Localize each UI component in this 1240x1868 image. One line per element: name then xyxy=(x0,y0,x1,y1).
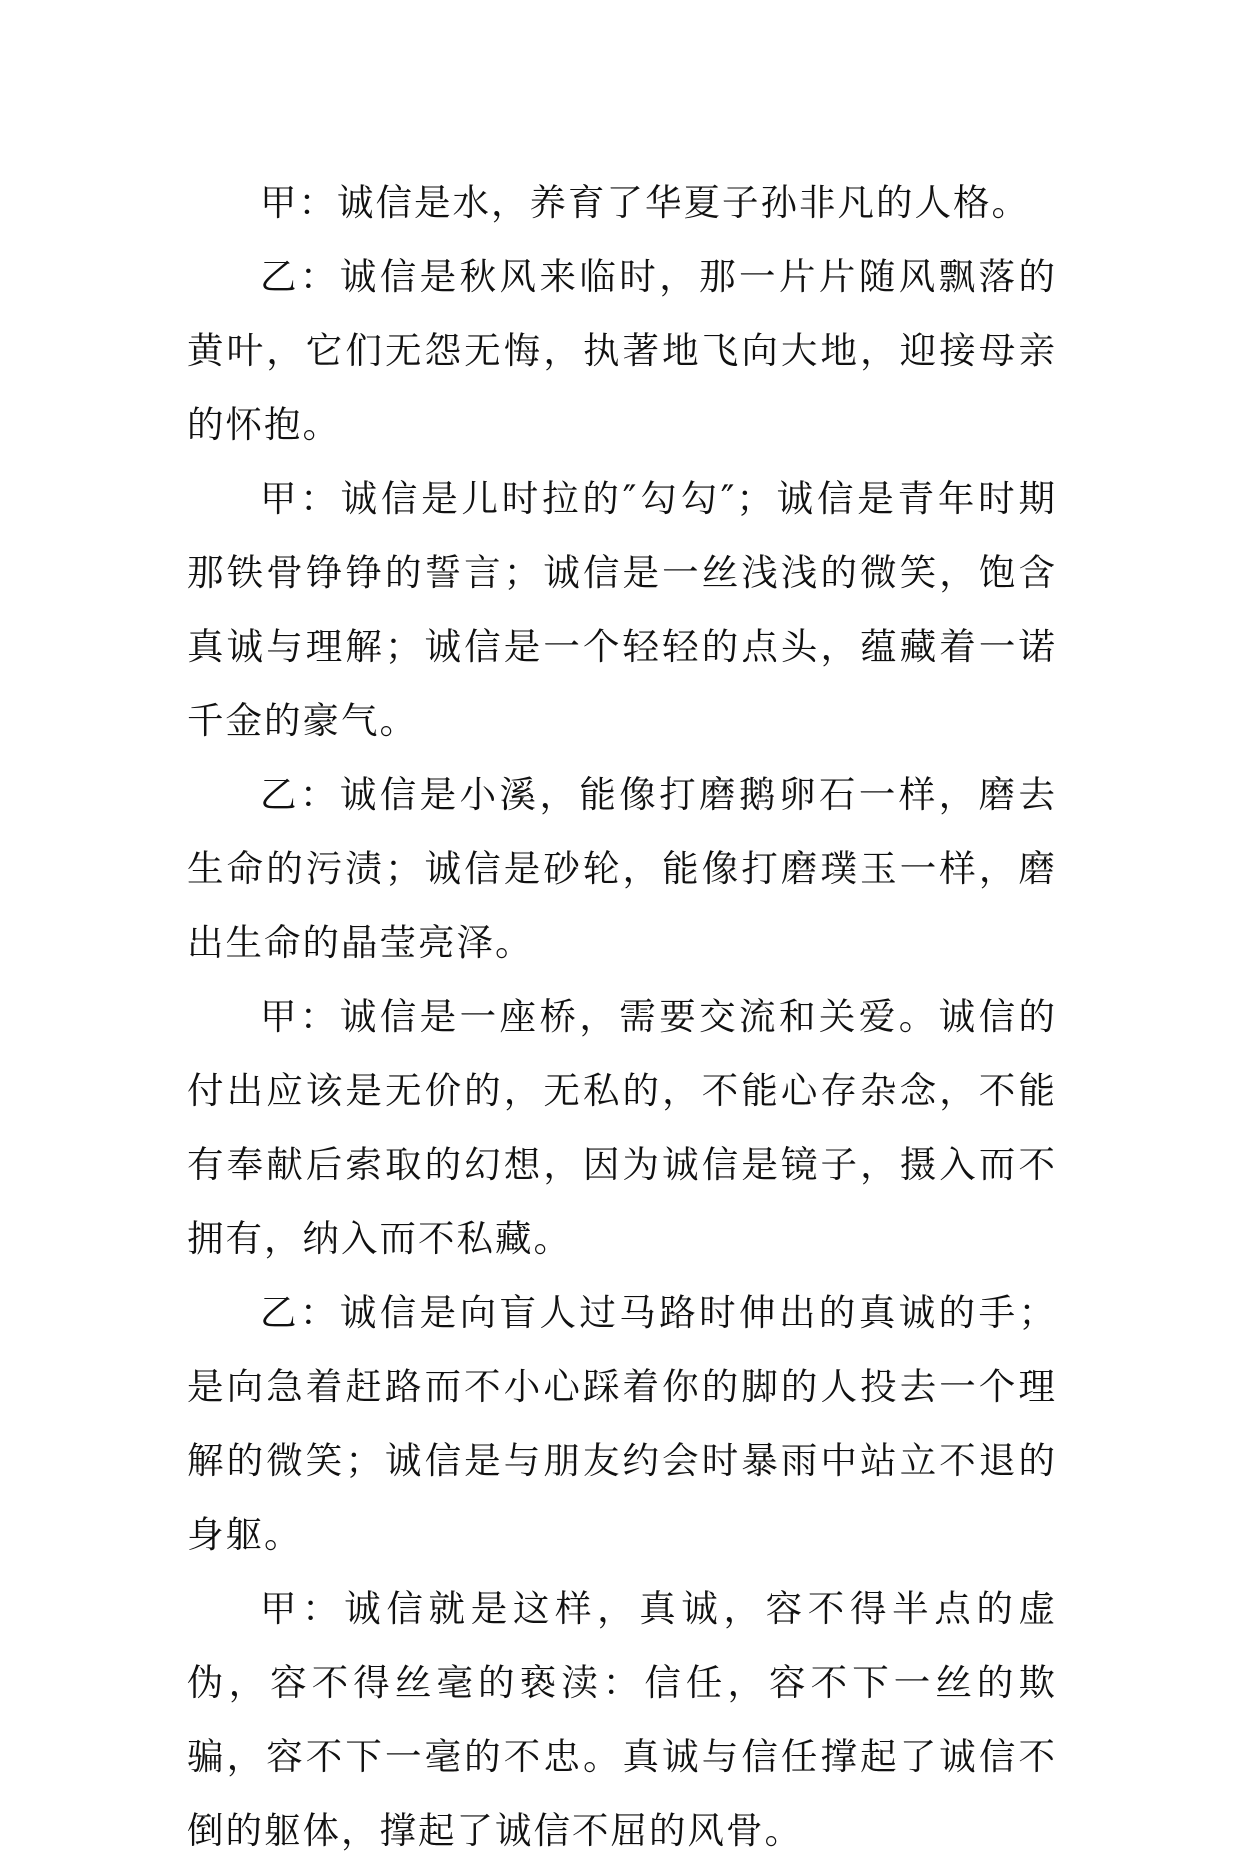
paragraph-4: 乙：诚信是小溪，能像打磨鹅卵石一样，磨去生命的污渍；诚信是砂轮，能像打磨璞玉一样，磨出生命的晶莹亮泽。 xyxy=(187,773,1057,964)
paragraph-6: 乙：诚信是向盲人过马路时伸出的真诚的手；是向急着赶路而不小心踩着你的脚的人投去一个理解的微笑；诚信是与朋友约会时暴雨中站立不退的身躯。 xyxy=(187,1291,1057,1556)
paragraph-7: 甲：诚信就是这样，真诚，容不得半点的虚伪，容不得丝毫的亵渎：信任，容不下一丝的欺骗，容不下一毫的不忠。真诚与信任撑起了诚信不倒的躯体，撑起了诚信不屈的风骨。 xyxy=(187,1587,1057,1852)
paragraph-3: 甲：诚信是儿时拉的″勾勾″；诚信是青年时期那铁骨铮铮的誓言；诚信是一丝浅浅的微笑，饱含真诚与理解；诚信是一个轻轻的点头，蕴藏着一诺千金的豪气。 xyxy=(187,477,1057,742)
document-body xyxy=(187,166,1057,1868)
paragraph-5: 甲：诚信是一座桥，需要交流和关爱。诚信的付出应该是无价的，无私的，不能心存杂念，不能有奉献后索取的幻想，因为诚信是镜子，摄入而不拥有，纳入而不私藏。 xyxy=(187,995,1057,1260)
paragraph-1: 甲：诚信是水，养育了华夏子孙非凡的人格。 xyxy=(260,181,1030,224)
paragraph-2: 乙：诚信是秋风来临时，那一片片随风飘落的黄叶，它们无怨无悔，执著地飞向大地，迎接母亲的怀抱。 xyxy=(187,255,1057,446)
